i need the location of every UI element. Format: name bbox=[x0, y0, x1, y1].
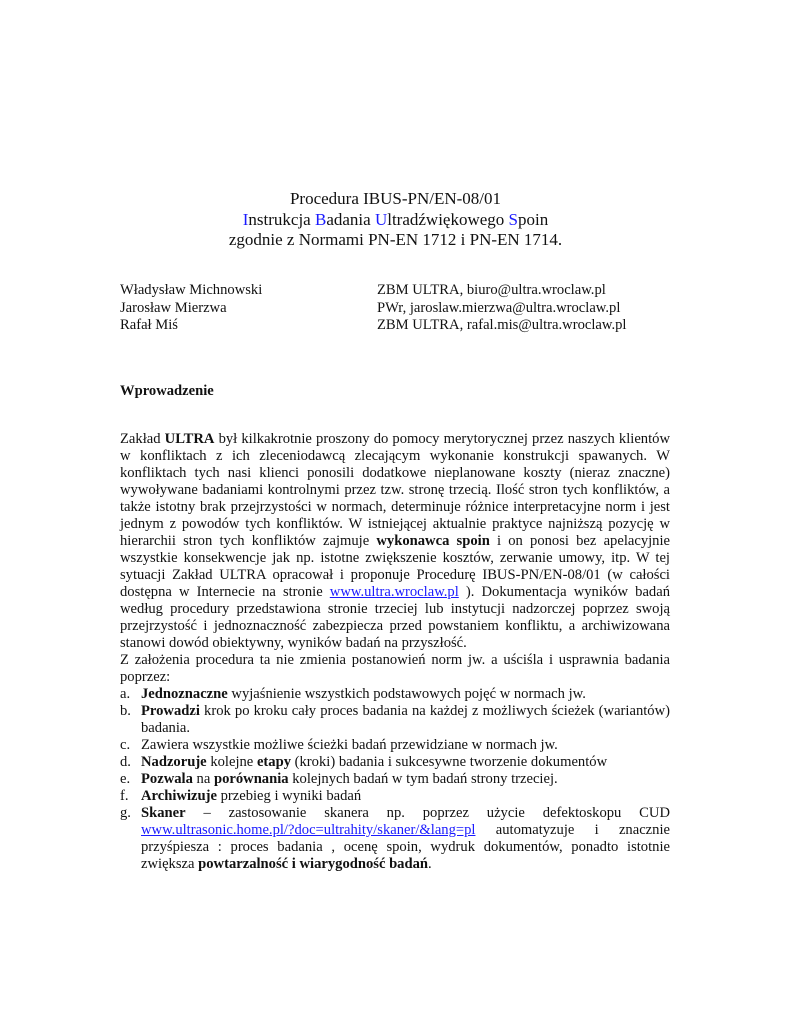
list-item-bold-text: Jednoznaczne bbox=[141, 686, 228, 702]
list-marker: d. bbox=[120, 754, 131, 770]
ultra-website-link[interactable]: www.ultra.wroclaw.pl bbox=[329, 584, 459, 600]
title-word: ltradźwiękowego bbox=[387, 209, 509, 229]
list-item-bold-text: Archiwizuje bbox=[141, 788, 217, 804]
list-item-text: na bbox=[192, 771, 214, 787]
list-marker: f. bbox=[120, 788, 129, 804]
intro-text: i on ponosi bez apelacyjnie wszystkie konsekwencje jak np. istotne zwiększenie kosztów, zerwanie umowy, itp. W tej sytuacji Zakład ULTRA opracował i proponuje Procedurę IBUS-PN/EN-08/01 (w całości dostępna w Internecie na stronie bbox=[120, 533, 671, 600]
list-item bbox=[120, 771, 670, 788]
list-marker: c. bbox=[120, 737, 131, 753]
author-affiliation: ZBM ULTRA, rafal.mis@ultra.wroclaw.pl bbox=[377, 317, 627, 333]
list-item-bold-text: Skaner bbox=[141, 805, 186, 821]
title-initial: S bbox=[508, 209, 519, 229]
list-item-text: przebieg i wyniki badań bbox=[216, 788, 362, 804]
list-item-bold-text: Pozwala bbox=[141, 771, 193, 787]
title-initial: U bbox=[374, 209, 388, 229]
assumptions-paragraph: Z założenia procedura ta nie zmienia postanowień norm jw. a uściśla i usprawnia badania poprzez: bbox=[120, 652, 670, 685]
list-item bbox=[120, 686, 670, 703]
document-body bbox=[120, 431, 670, 873]
title-initial: B bbox=[314, 209, 327, 229]
title-word: poin bbox=[518, 209, 549, 229]
list-item-text: krok po kroku cały proces badania na każdej z możliwych ścieżek (wariantów) badania. bbox=[141, 703, 670, 736]
title-line-instruction bbox=[0, 210, 791, 231]
authors-block bbox=[120, 282, 626, 335]
list-marker: e. bbox=[120, 771, 131, 787]
list-item-text: automatyzuje i znacznie przyśpiesza : proces badania , ocenę spoin, wydruk dokumentów, ponadto istotnie zwiększa bbox=[141, 822, 670, 872]
intro-text: był kilkakrotnie proszony do pomocy merytorycznej przez naszych klientów w konfliktach z ich zleceniodawcą zlecającym wykonanie konstrukcji spawanych. W konfliktach tych nasi klienci ponosili dodatkowe nieplanowane koszty (nieraz znaczne) wywoływane badaniami kontrolnymi przez tzw. stronę trzecią. Ilość stron tych konfliktów, a także istotny brak przejrzystości w normach, determinuje różnice interpretacyjne norm i jest jednym z powodów tych konfliktów. W istniejącej aktualnie praktyce najniższą pozycję w hierarchii stron tych konfliktów zajmuje bbox=[120, 431, 670, 549]
title-initial: I bbox=[242, 209, 249, 229]
intro-text: Zakład bbox=[120, 431, 165, 447]
features-list bbox=[120, 686, 670, 873]
title-line-procedure: Procedura IBUS-PN/EN-08/01 bbox=[289, 189, 502, 208]
list-item-text: – zastosowanie skanera np. poprzez użycie defektoskopu CUD bbox=[185, 805, 670, 821]
list-item-bold-text: Nadzoruje bbox=[141, 754, 207, 770]
list-item bbox=[120, 805, 670, 873]
document-title bbox=[0, 189, 791, 251]
list-item-bold-text: Prowadzi bbox=[141, 703, 200, 719]
title-line-standards: zgodnie z Normami PN-EN 1712 i PN-EN 1714. bbox=[228, 230, 563, 249]
intro-bold-ultra: ULTRA bbox=[164, 431, 215, 447]
author-row bbox=[120, 317, 626, 335]
list-item bbox=[120, 754, 670, 771]
list-item-text: (kroki) badania i sukcesywne tworzenie dokumentów bbox=[291, 754, 608, 770]
author-row bbox=[120, 282, 626, 300]
list-item-bold-text: porównania bbox=[213, 771, 289, 787]
intro-text: ). Dokumentacja wyników badań według procedury przedstawiona stronie trzeciej lub instytucji nadzorczej poprzez swoją przejrzystość i jednoznaczność zabezpiecza przed powstaniem konfliktu, a archiwizowana stanowi dowód obiektywny, wyników badań na przyszłość. bbox=[120, 584, 670, 651]
title-word: adania bbox=[326, 209, 375, 229]
author-affiliation: ZBM ULTRA, biuro@ultra.wroclaw.pl bbox=[377, 282, 606, 298]
list-item-bold-text: etapy bbox=[256, 754, 291, 770]
author-affiliation: PWr, jaroslaw.mierzwa@ultra.wroclaw.pl bbox=[377, 299, 621, 316]
scanner-link[interactable]: www.ultrasonic.home.pl/?doc=ultrahity/skaner/&lang=pl bbox=[141, 822, 476, 838]
list-item-text: wyjaśnienie wszystkich podstawowych pojęć w normach jw. bbox=[227, 686, 586, 702]
author-name: Jarosław Mierzwa bbox=[120, 299, 227, 316]
list-item-text: kolejnych badań w tym badań strony trzeciej. bbox=[288, 771, 558, 787]
list-item-text: kolejne bbox=[206, 754, 257, 770]
list-item bbox=[120, 703, 670, 737]
list-marker: a. bbox=[120, 686, 131, 702]
list-marker: b. bbox=[120, 703, 131, 719]
section-heading: Wprowadzenie bbox=[120, 383, 214, 399]
list-item bbox=[120, 788, 670, 805]
intro-bold-contractor: wykonawca spoin bbox=[376, 533, 490, 549]
author-name: Władysław Michnowski bbox=[120, 282, 263, 298]
title-word: nstrukcja bbox=[248, 209, 315, 229]
list-item-bold-text: powtarzalność i wiarygodność badań bbox=[198, 856, 429, 872]
intro-paragraph bbox=[120, 431, 670, 652]
list-item bbox=[120, 737, 670, 754]
author-name: Rafał Miś bbox=[120, 317, 178, 333]
list-item-text: Zawiera wszystkie możliwe ścieżki badań przewidziane w normach jw. bbox=[141, 737, 558, 753]
list-item-text: . bbox=[428, 856, 432, 872]
author-row bbox=[120, 300, 626, 318]
list-marker: g. bbox=[120, 805, 131, 821]
